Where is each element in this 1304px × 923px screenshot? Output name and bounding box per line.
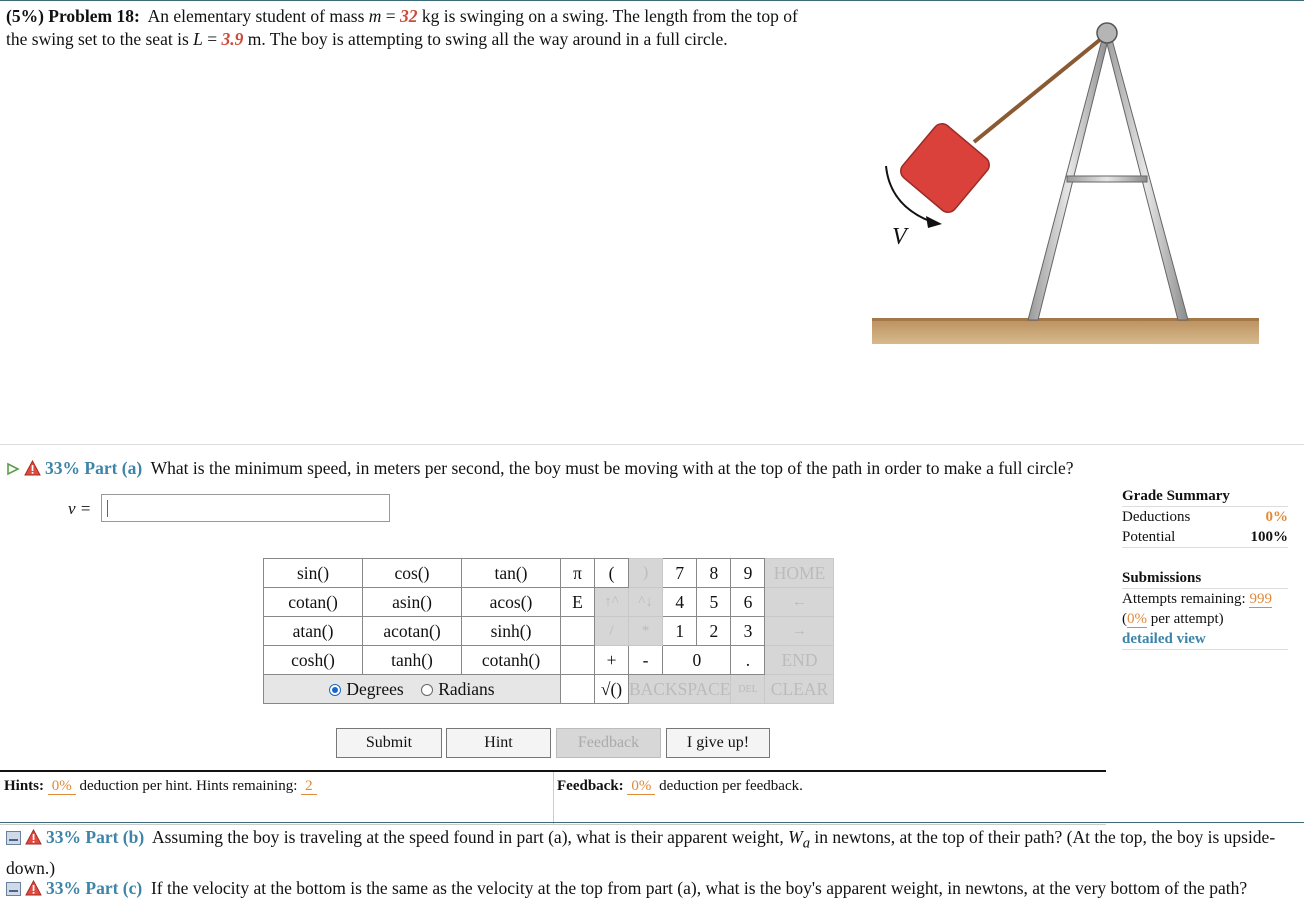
key-3[interactable]: 3 xyxy=(731,617,765,646)
degrees-radio[interactable] xyxy=(329,684,341,696)
part-b-question-pre: Assuming the boy is traveling at the speed found in part (a), what is their apparent weight, xyxy=(151,827,784,847)
ground-top xyxy=(872,318,1259,321)
key-sin[interactable]: sin() xyxy=(264,559,363,588)
grade-summary xyxy=(1122,486,1288,650)
calculator-keypad xyxy=(263,558,834,704)
key-down: ^↓ xyxy=(629,588,663,617)
key-blank-3 xyxy=(561,675,595,704)
feedback-button: Feedback xyxy=(556,728,661,758)
feedback-info: Feedback: 0% deduction per feedback. xyxy=(557,778,803,794)
submit-button[interactable]: Submit xyxy=(336,728,442,758)
key-0[interactable]: 0 xyxy=(663,646,731,675)
part-b-question-post: in newtons, at the top of their path? (At the top, the boy is upside-down.) xyxy=(6,827,1276,878)
per-attempt-pct: 0% xyxy=(1127,611,1147,627)
part-a-header xyxy=(6,456,1296,482)
part-b-header xyxy=(6,825,1296,880)
key-cosh[interactable]: cosh() xyxy=(264,646,363,675)
part-b-separator xyxy=(0,822,1304,823)
key-9[interactable]: 9 xyxy=(731,559,765,588)
potential-value: 100% xyxy=(1250,529,1288,545)
part-c-header xyxy=(6,876,1296,902)
submissions-title: Submissions xyxy=(1122,568,1288,589)
swing-seat-block xyxy=(897,120,993,216)
key-left-paren[interactable]: ( xyxy=(595,559,629,588)
key-tanh[interactable]: tanh() xyxy=(363,646,462,675)
velocity-arrowhead xyxy=(926,216,942,228)
hint-button[interactable]: Hint xyxy=(446,728,551,758)
length-variable: L xyxy=(193,29,203,49)
part-b-label: 33% Part (b) xyxy=(46,827,145,847)
swing-figure xyxy=(860,14,1280,354)
deductions-value: 0% xyxy=(1265,509,1288,525)
potential-row: Potential 100% xyxy=(1122,527,1288,548)
key-backspace: BACKSPACE xyxy=(629,675,731,704)
key-blank-2 xyxy=(561,646,595,675)
key-cos[interactable]: cos() xyxy=(363,559,462,588)
key-up: ↑^ xyxy=(595,588,629,617)
hints-feedback-bar xyxy=(0,770,1106,825)
problem-text-2: kg is swinging on a swing. The length from the top of the swing set to the seat is xyxy=(6,6,798,49)
deductions-row: Deductions 0% xyxy=(1122,509,1288,525)
warning-icon xyxy=(24,458,41,482)
expand-triangle-icon[interactable] xyxy=(6,458,20,482)
key-8[interactable]: 8 xyxy=(697,559,731,588)
key-cotan[interactable]: cotan() xyxy=(264,588,363,617)
apparent-weight-sub: a xyxy=(802,835,811,852)
warning-icon xyxy=(25,827,42,851)
key-sqrt[interactable]: √() xyxy=(595,675,629,704)
collapse-icon[interactable] xyxy=(6,827,21,851)
frame-crossbar xyxy=(1067,176,1147,182)
text-caret xyxy=(107,500,108,517)
key-2[interactable]: 2 xyxy=(697,617,731,646)
per-attempt-row: (0% per attempt) xyxy=(1122,611,1224,627)
grade-summary-title: Grade Summary xyxy=(1122,486,1288,507)
key-cotanh[interactable]: cotanh() xyxy=(462,646,561,675)
attempts-value: 999 xyxy=(1249,591,1272,607)
key-6[interactable]: 6 xyxy=(731,588,765,617)
key-acos[interactable]: acos() xyxy=(462,588,561,617)
radians-radio[interactable] xyxy=(421,684,433,696)
key-acotan[interactable]: acotan() xyxy=(363,617,462,646)
key-pi[interactable]: π xyxy=(561,559,595,588)
attempts-row: Attempts remaining: 999 xyxy=(1122,591,1272,607)
length-value: 3.9 xyxy=(221,29,244,49)
key-5[interactable]: 5 xyxy=(697,588,731,617)
degrees-label: Degrees xyxy=(346,678,404,699)
problem-text-1: An elementary student of mass xyxy=(147,6,365,26)
mass-value: 32 xyxy=(400,6,418,26)
answer-input[interactable] xyxy=(101,494,390,522)
key-7[interactable]: 7 xyxy=(663,559,697,588)
hints-pct: 0% xyxy=(48,778,76,795)
key-dot[interactable]: . xyxy=(731,646,765,675)
part-c-question: If the velocity at the bottom is the same as the velocity at the top from part (a), what is the boy's apparent weight, in newtons, at the very bottom of the path? xyxy=(150,878,1248,898)
key-asin[interactable]: asin() xyxy=(363,588,462,617)
part-c-label: 33% Part (c) xyxy=(46,878,143,898)
ground xyxy=(872,318,1259,344)
key-4[interactable]: 4 xyxy=(663,588,697,617)
key-left-arrow: ← xyxy=(765,588,834,617)
problem-text-3: m. The boy is attempting to swing all the way around in a full circle. xyxy=(247,29,728,49)
key-plus[interactable]: + xyxy=(595,646,629,675)
mass-variable: m xyxy=(368,6,382,26)
part-a-label: 33% Part (a) xyxy=(45,458,143,478)
key-multiply: * xyxy=(629,617,663,646)
hints-remaining: 2 xyxy=(301,778,317,795)
key-atan[interactable]: atan() xyxy=(264,617,363,646)
problem-statement xyxy=(6,5,806,51)
feedback-pct: 0% xyxy=(627,778,655,795)
hints-divider xyxy=(553,772,554,824)
angle-mode xyxy=(264,675,561,704)
hints-info: Hints: 0% deduction per hint. Hints remaining: 2 xyxy=(4,778,317,795)
section-separator xyxy=(0,444,1304,445)
key-right-paren: ) xyxy=(629,559,663,588)
key-right-arrow: → xyxy=(765,617,834,646)
answer-variable: v = xyxy=(68,499,92,518)
length-equals: = xyxy=(202,29,222,49)
problem-weight: (5%) xyxy=(6,6,44,26)
key-clear: CLEAR xyxy=(765,675,834,704)
collapse-icon[interactable] xyxy=(6,878,21,902)
give-up-button[interactable]: I give up! xyxy=(666,728,770,758)
warning-icon xyxy=(25,878,42,902)
key-home: HOME xyxy=(765,559,834,588)
key-e[interactable]: E xyxy=(561,588,595,617)
part-a-question: What is the minimum speed, in meters per second, the boy must be moving with at the top of the path in order to make a full circle? xyxy=(150,458,1074,478)
velocity-label: V xyxy=(892,224,907,250)
key-tan[interactable]: tan() xyxy=(462,559,561,588)
pivot xyxy=(1097,23,1117,43)
key-divide: / xyxy=(595,617,629,646)
key-end: END xyxy=(765,646,834,675)
apparent-weight-var: W xyxy=(788,827,803,847)
key-minus[interactable]: - xyxy=(629,646,663,675)
key-1[interactable]: 1 xyxy=(663,617,697,646)
problem-title: Problem 18: xyxy=(48,6,140,26)
key-blank-1 xyxy=(561,617,595,646)
detailed-view-link[interactable]: detailed view xyxy=(1122,631,1206,647)
key-del: DEL xyxy=(731,675,765,704)
top-rule xyxy=(0,0,1304,1)
mass-equals: = xyxy=(381,6,401,26)
radians-label: Radians xyxy=(438,678,495,699)
key-sinh[interactable]: sinh() xyxy=(462,617,561,646)
